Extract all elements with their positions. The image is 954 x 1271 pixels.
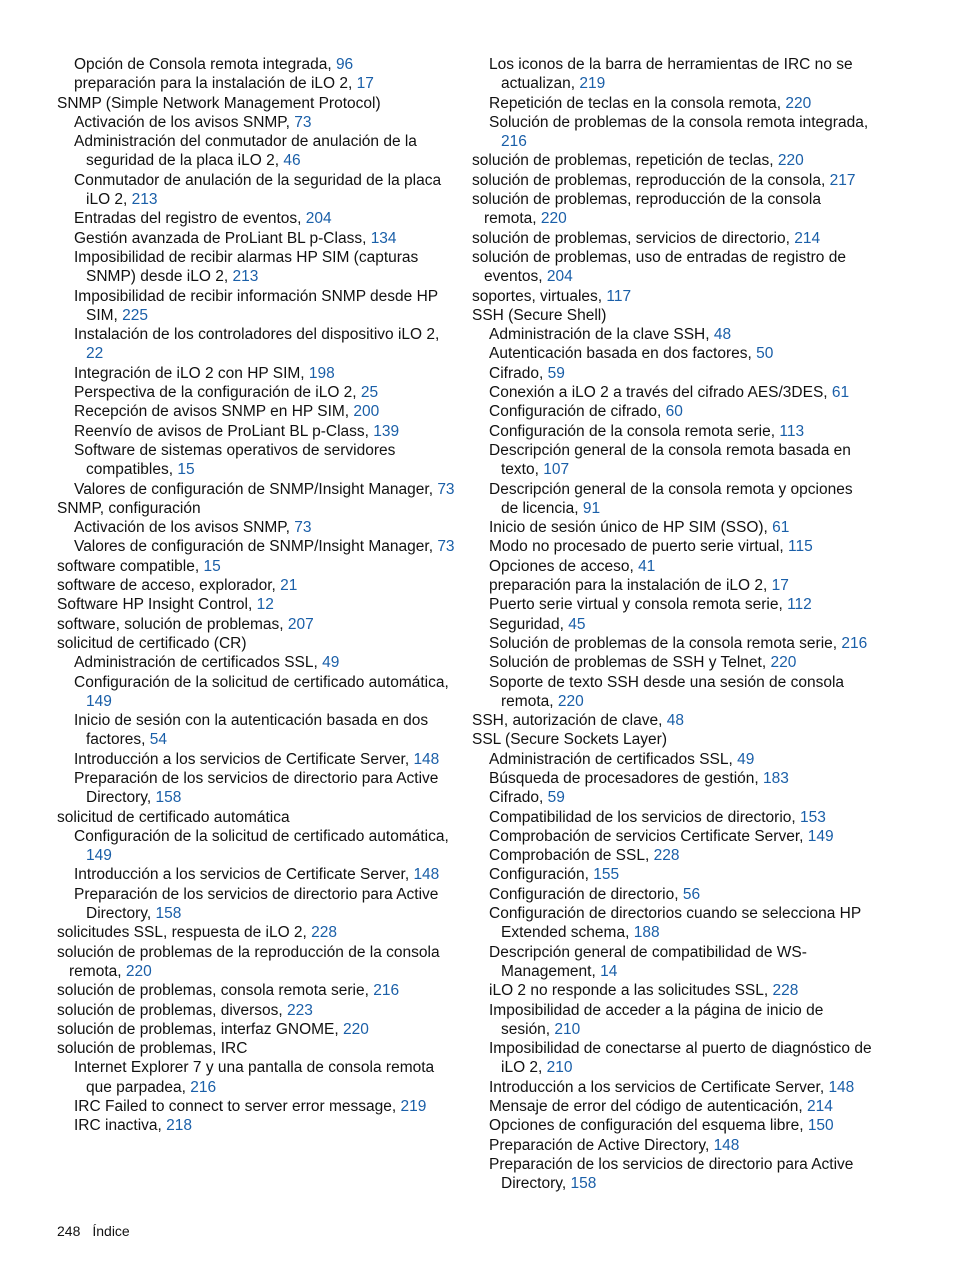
index-subentry xyxy=(472,383,872,402)
page-link[interactable]: 115 xyxy=(787,538,813,556)
page-link[interactable]: 73 xyxy=(437,538,455,556)
page-link[interactable]: 225 xyxy=(122,306,149,324)
page-link[interactable]: 17 xyxy=(356,75,374,93)
entry-text: Internet Explorer 7 y una pantalla de consola remota que parpadea, xyxy=(74,1059,435,1096)
page-link[interactable]: 73 xyxy=(437,480,455,498)
page-link[interactable]: 96 xyxy=(335,56,354,73)
page-link[interactable]: 148 xyxy=(413,750,440,768)
page-link[interactable]: 183 xyxy=(763,769,789,787)
entry-text: Reenvío de avisos de ProLiant BL p-Class, xyxy=(74,422,374,440)
page-link[interactable]: 149 xyxy=(86,692,112,710)
entry-text: Solución de problemas de la consola remota serie, xyxy=(489,634,842,652)
entry-text: solicitudes SSL, respuesta de iLO 2, xyxy=(57,924,312,942)
index-subentry xyxy=(472,943,872,982)
entry-text: Entradas del registro de eventos, xyxy=(74,210,306,228)
entry-text: SSH, autorización de clave, xyxy=(472,712,667,730)
index-entry xyxy=(57,981,457,1000)
entry-text: solicitud de certificado automática xyxy=(57,808,290,826)
index-subentry xyxy=(472,750,872,769)
page-link[interactable]: 117 xyxy=(606,287,632,305)
index-entry xyxy=(57,595,457,614)
index-subentry xyxy=(472,1155,872,1194)
page-link[interactable]: 219 xyxy=(579,75,606,93)
index-subentry xyxy=(57,132,457,171)
page-link[interactable]: 59 xyxy=(547,789,565,807)
page-link[interactable]: 219 xyxy=(400,1098,427,1116)
page-link[interactable]: 228 xyxy=(772,982,799,1000)
entry-text: Introducción a los servicios de Certificate Server, xyxy=(489,1078,829,1096)
entry-text: Configuración de la solicitud de certificado automática, xyxy=(74,827,449,845)
index-column-left xyxy=(57,55,457,1136)
index-subentry xyxy=(472,1136,872,1155)
page-link[interactable]: 228 xyxy=(311,924,338,942)
index-entry xyxy=(472,306,872,325)
entry-text: Administración de certificados SSL, xyxy=(489,750,738,768)
entry-text: Configuración de cifrado, xyxy=(489,403,666,421)
index-subentry xyxy=(472,634,872,653)
page-link[interactable]: 73 xyxy=(294,113,312,131)
entry-text: Integración de iLO 2 con HP SIM, xyxy=(74,364,309,382)
page-link[interactable]: 188 xyxy=(633,924,660,942)
index-subentry xyxy=(472,788,872,807)
index-entry xyxy=(472,190,872,229)
entry-text: software, solución de problemas, xyxy=(57,615,288,633)
entry-text: Repetición de teclas en la consola remota, xyxy=(489,94,786,112)
entry-text: Introducción a los servicios de Certificate Server, xyxy=(74,866,414,884)
entry-text: SNMP (Simple Network Management Protocol) xyxy=(57,94,381,112)
entry-text: solución de problemas de la reproducción de la consola remota, xyxy=(57,943,440,980)
index-subentry xyxy=(57,885,457,924)
page-link[interactable]: 153 xyxy=(800,808,826,826)
entry-text: Conexión a iLO 2 a través del cifrado AES/3DES, xyxy=(489,384,832,402)
page-link[interactable]: 60 xyxy=(665,403,683,421)
page-link[interactable]: 59 xyxy=(547,364,565,382)
index-subentry xyxy=(57,518,457,537)
index-entry xyxy=(472,151,872,170)
entry-text: Activación de los avisos SNMP, xyxy=(74,113,295,131)
page-link[interactable]: 204 xyxy=(305,210,332,228)
entry-text: Descripción general de la consola remota basada en texto, xyxy=(489,441,851,479)
page-number: 248 xyxy=(57,1223,81,1239)
index-subentry xyxy=(472,981,872,1000)
page-link[interactable]: 204 xyxy=(546,268,573,286)
page-link[interactable]: 150 xyxy=(807,1117,834,1135)
entry-text: Opción de Consola remota integrada, xyxy=(74,56,336,73)
entry-text: Preparación de los servicios de directorio para Active Directory, xyxy=(489,1155,854,1193)
entry-text: Inicio de sesión con la autenticación basada en dos factores, xyxy=(74,712,429,749)
entry-text: Activación de los avisos SNMP, xyxy=(74,519,295,537)
page-link[interactable]: 213 xyxy=(232,268,259,286)
page-link[interactable]: 48 xyxy=(713,326,732,344)
entry-text: Software de sistemas operativos de servidores compatibles, xyxy=(74,441,396,479)
index-entry xyxy=(57,499,457,518)
entry-text: preparación para la instalación de iLO 2, xyxy=(489,577,772,595)
index-entry xyxy=(472,730,872,749)
index-subentry xyxy=(57,113,457,132)
entry-text: Software HP Insight Control, xyxy=(57,596,257,614)
page-link[interactable]: 113 xyxy=(779,422,805,440)
page-link[interactable]: 148 xyxy=(413,866,440,884)
entry-text: Gestión avanzada de ProLiant BL p-Class, xyxy=(74,229,371,247)
index-subentry xyxy=(472,846,872,865)
page-link[interactable]: 217 xyxy=(829,171,856,189)
entry-text: Modo no procesado de puerto serie virtual, xyxy=(489,538,788,556)
page-link[interactable]: 210 xyxy=(546,1059,573,1077)
entry-text: Compatibilidad de los servicios de directorio, xyxy=(489,808,801,826)
index-subentry xyxy=(57,1058,457,1097)
page-link[interactable]: 213 xyxy=(131,191,158,209)
index-subentry xyxy=(472,557,872,576)
index-entry xyxy=(57,943,457,982)
index-entry xyxy=(57,634,457,653)
index-subentry xyxy=(57,248,457,287)
entry-text: Configuración de la consola remota serie, xyxy=(489,422,780,440)
index-entry xyxy=(57,576,457,595)
page-link[interactable]: 216 xyxy=(841,634,868,652)
index-subentry xyxy=(472,422,872,441)
page-link[interactable]: 148 xyxy=(828,1078,855,1096)
page-link[interactable]: 46 xyxy=(283,152,301,170)
page-link[interactable]: 17 xyxy=(771,577,789,595)
page-link[interactable]: 12 xyxy=(256,596,274,614)
page-link[interactable]: 134 xyxy=(370,229,397,247)
entry-text: Mensaje de error del código de autenticación, xyxy=(489,1098,807,1116)
entry-text: Configuración de la solicitud de certificado automática, xyxy=(74,673,449,691)
page-link[interactable]: 223 xyxy=(287,1001,313,1019)
entry-text: Descripción general de la consola remota y opciones de licencia, xyxy=(489,480,853,517)
index-subentry xyxy=(472,113,872,152)
index-subentry xyxy=(472,576,872,595)
entry-text: Administración del conmutador de anulación de la seguridad de la placa iLO 2, xyxy=(74,133,417,170)
entry-text: Inicio de sesión único de HP SIM (SSO), xyxy=(489,519,773,537)
index-subentry xyxy=(57,171,457,210)
page-link[interactable]: 149 xyxy=(807,827,834,845)
page-link[interactable]: 220 xyxy=(777,152,804,170)
index-subentry xyxy=(472,537,872,556)
page-link[interactable]: 25 xyxy=(360,384,379,402)
entry-text: Autenticación basada en dos factores, xyxy=(489,345,757,363)
index-subentry xyxy=(472,1078,872,1097)
index-subentry xyxy=(57,229,457,248)
index-subentry xyxy=(472,904,872,943)
entry-text: Perspectiva de la configuración de iLO 2, xyxy=(74,384,361,402)
page-link[interactable]: 220 xyxy=(125,962,152,980)
page-link[interactable]: 61 xyxy=(772,519,790,537)
index-subentry xyxy=(472,518,872,537)
index-subentry xyxy=(57,711,457,750)
index-subentry xyxy=(57,769,457,808)
index-subentry xyxy=(57,325,457,364)
index-subentry xyxy=(57,1116,457,1135)
page-link[interactable]: 214 xyxy=(806,1098,833,1116)
entry-text: solicitud de certificado (CR) xyxy=(57,634,247,652)
page-link[interactable]: 61 xyxy=(831,384,850,402)
page-link[interactable]: 73 xyxy=(294,519,312,537)
page-link[interactable]: 228 xyxy=(653,847,680,865)
index-subentry xyxy=(57,673,457,712)
page-link[interactable]: 198 xyxy=(308,364,335,382)
index-entry xyxy=(57,1001,457,1020)
entry-text: software compatible, xyxy=(57,557,204,575)
index-subentry xyxy=(472,1116,872,1135)
entry-text: Conmutador de anulación de la seguridad de la placa iLO 2, xyxy=(74,171,442,209)
index-subentry xyxy=(472,344,872,363)
entry-text: Administración de la clave SSH, xyxy=(489,326,714,344)
index-subentry xyxy=(472,1001,872,1040)
page-link[interactable]: 45 xyxy=(568,615,586,633)
page-link[interactable]: 21 xyxy=(280,577,298,595)
page-link[interactable]: 149 xyxy=(86,847,112,865)
entry-text: SNMP, configuración xyxy=(57,499,201,517)
index-subentry xyxy=(57,209,457,228)
entry-text: Seguridad, xyxy=(489,615,569,633)
entry-text: Configuración, xyxy=(489,866,594,884)
index-subentry xyxy=(472,885,872,904)
page-link[interactable]: 139 xyxy=(373,422,400,440)
index-subentry xyxy=(57,383,457,402)
entry-text: Opciones de acceso, xyxy=(489,557,639,575)
index-subentry xyxy=(472,615,872,634)
entry-text: Recepción de avisos SNMP en HP SIM, xyxy=(74,403,354,421)
entry-text: solución de problemas, consola remota serie, xyxy=(57,982,374,1000)
entry-text: Preparación de los servicios de directorio para Active Directory, xyxy=(74,885,439,923)
index-entry xyxy=(57,1020,457,1039)
page-link[interactable]: 216 xyxy=(190,1078,217,1096)
page-link[interactable]: 14 xyxy=(600,962,618,980)
page-link[interactable]: 220 xyxy=(770,654,797,672)
page-link[interactable]: 220 xyxy=(343,1020,369,1038)
page-link[interactable]: 220 xyxy=(785,94,812,112)
page-link[interactable]: 155 xyxy=(593,866,620,884)
page-link[interactable]: 148 xyxy=(713,1136,740,1154)
entry-text: Opciones de configuración del esquema libre, xyxy=(489,1117,808,1135)
entry-text: soportes, virtuales, xyxy=(472,287,607,305)
entry-text: Comprobación de servicios Certificate Server, xyxy=(489,827,808,845)
index-subentry xyxy=(472,402,872,421)
entry-text: solución de problemas, reproducción de la consola, xyxy=(472,171,830,189)
entry-text: solución de problemas, reproducción de la consola remota, xyxy=(472,191,821,228)
page-link[interactable]: 214 xyxy=(794,229,821,247)
page-link[interactable]: 15 xyxy=(203,557,221,575)
page-link[interactable]: 158 xyxy=(155,789,182,807)
entry-text: Cifrado, xyxy=(489,364,548,382)
index-subentry xyxy=(472,480,872,519)
entry-text: Soporte de texto SSH desde una sesión de consola remota, xyxy=(489,673,845,710)
page-link[interactable]: 15 xyxy=(177,461,195,479)
entry-text: solución de problemas, interfaz GNOME, xyxy=(57,1020,344,1038)
entry-text: solución de problemas, diversos, xyxy=(57,1001,288,1019)
index-entry xyxy=(57,808,457,827)
index-subentry xyxy=(472,653,872,672)
page-link[interactable]: 158 xyxy=(155,905,182,923)
index-subentry xyxy=(472,808,872,827)
index-subentry xyxy=(57,537,457,556)
index-entry xyxy=(57,557,457,576)
entry-text: Introducción a los servicios de Certificate Server, xyxy=(74,750,414,768)
index-subentry xyxy=(57,827,457,866)
page-link[interactable]: 220 xyxy=(557,692,584,710)
entry-text: Valores de configuración de SNMP/Insight Manager, xyxy=(74,480,438,498)
entry-text: solución de problemas, repetición de teclas, xyxy=(472,152,778,170)
entry-text: Preparación de Active Directory, xyxy=(489,1136,714,1154)
page-link[interactable]: 200 xyxy=(353,403,380,421)
index-subentry xyxy=(472,769,872,788)
index-subentry xyxy=(472,1097,872,1116)
page-link[interactable]: 220 xyxy=(540,210,567,228)
section-name: Índice xyxy=(92,1223,130,1239)
entry-text: Imposibilidad de acceder a la página de inicio de sesión, xyxy=(489,1001,824,1038)
index-entry xyxy=(57,94,457,113)
index-subentry xyxy=(472,827,872,846)
page-link[interactable]: 49 xyxy=(737,750,755,768)
index-subentry xyxy=(57,55,457,74)
entry-text: Configuración de directorios cuando se selecciona HP Extended schema, xyxy=(489,905,861,942)
page-link[interactable]: 91 xyxy=(582,499,601,517)
entry-text: IRC Failed to connect to server error message, xyxy=(74,1098,401,1116)
page-link[interactable]: 112 xyxy=(787,596,812,614)
index-entry xyxy=(57,615,457,634)
index-subentry xyxy=(57,653,457,672)
entry-text: Administración de certificados SSL, xyxy=(74,654,323,672)
page-link[interactable]: 41 xyxy=(638,557,656,575)
index-subentry xyxy=(57,422,457,441)
index-entry xyxy=(472,248,872,287)
entry-text: solución de problemas, IRC xyxy=(57,1040,248,1058)
index-subentry xyxy=(57,364,457,383)
index-subentry xyxy=(57,287,457,326)
entry-text: software de acceso, explorador, xyxy=(57,577,281,595)
index-entry xyxy=(57,1039,457,1058)
index-subentry xyxy=(472,55,872,94)
index-subentry xyxy=(57,402,457,421)
page-link[interactable]: 48 xyxy=(666,712,684,730)
entry-text: Comprobación de SSL, xyxy=(489,847,654,865)
entry-text: Descripción general de compatibilidad de WS-Management, xyxy=(489,943,807,980)
index-subentry xyxy=(472,364,872,383)
entry-text: Solución de problemas de la consola remota integrada, xyxy=(489,113,869,131)
entry-text: IRC inactiva, xyxy=(74,1117,167,1135)
page-footer xyxy=(57,1222,130,1240)
entry-text: Configuración de directorio, xyxy=(489,885,683,903)
entry-text: Preparación de los servicios de directorio para Active Directory, xyxy=(74,769,439,807)
index-subentry xyxy=(57,480,457,499)
index-subentry xyxy=(57,441,457,480)
index-entry xyxy=(57,923,457,942)
index-subentry xyxy=(472,673,872,712)
entry-text: solución de problemas, servicios de directorio, xyxy=(472,229,795,247)
entry-text: SSL (Secure Sockets Layer) xyxy=(472,731,667,749)
page-link[interactable]: 22 xyxy=(86,345,104,363)
index-subentry xyxy=(57,1097,457,1116)
entry-text: Imposibilidad de recibir información SNMP desde HP SIM, xyxy=(74,287,438,324)
index-entry xyxy=(472,287,872,306)
entry-text: preparación para la instalación de iLO 2, xyxy=(74,75,357,93)
page-link[interactable]: 56 xyxy=(682,885,701,903)
index-entry xyxy=(472,711,872,730)
page-link[interactable]: 218 xyxy=(166,1117,193,1135)
index-subentry xyxy=(472,94,872,113)
page-link[interactable]: 49 xyxy=(322,654,340,672)
entry-text: iLO 2 no responde a las solicitudes SSL, xyxy=(489,982,773,1000)
entry-text: Solución de problemas de SSH y Telnet, xyxy=(489,654,771,672)
page-link[interactable]: 107 xyxy=(543,461,570,479)
index-subentry xyxy=(472,441,872,480)
page-link[interactable]: 216 xyxy=(373,982,400,1000)
index-column-right xyxy=(472,55,872,1194)
entry-text: Cifrado, xyxy=(489,789,548,807)
page-link[interactable]: 54 xyxy=(149,731,167,749)
page-link[interactable]: 158 xyxy=(570,1175,597,1193)
entry-text: Búsqueda de procesadores de gestión, xyxy=(489,769,764,787)
index-entry xyxy=(472,229,872,248)
index-subentry xyxy=(57,750,457,769)
entry-text: SSH (Secure Shell) xyxy=(472,306,607,324)
index-subentry xyxy=(472,1039,872,1078)
page-link[interactable]: 50 xyxy=(756,345,774,363)
entry-text: Valores de configuración de SNMP/Insight Manager, xyxy=(74,538,438,556)
index-subentry xyxy=(57,74,457,93)
page-link[interactable]: 207 xyxy=(287,615,314,633)
index-subentry xyxy=(472,325,872,344)
entry-text: Los iconos de la barra de herramientas de IRC no se actualizan, xyxy=(489,56,853,93)
index-subentry xyxy=(472,595,872,614)
page-link[interactable]: 210 xyxy=(554,1020,581,1038)
entry-text: Puerto serie virtual y consola remota serie, xyxy=(489,596,788,614)
page-link[interactable]: 216 xyxy=(501,133,527,151)
entry-text: Imposibilidad de recibir alarmas HP SIM (capturas SNMP) desde iLO 2, xyxy=(74,248,419,286)
index-subentry xyxy=(57,865,457,884)
entry-text: Imposibilidad de conectarse al puerto de diagnóstico de iLO 2, xyxy=(489,1040,872,1077)
index-entry xyxy=(472,171,872,190)
entry-text: solución de problemas, uso de entradas de registro de eventos, xyxy=(472,248,846,286)
index-subentry xyxy=(472,865,872,884)
entry-text: Instalación de los controladores del dispositivo iLO 2, xyxy=(74,326,440,344)
